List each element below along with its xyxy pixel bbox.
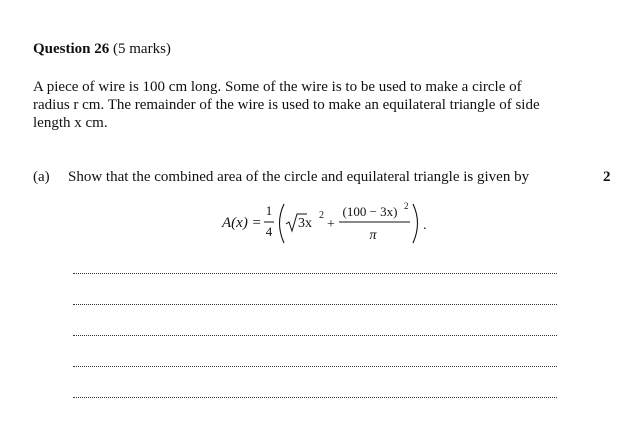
formula-right-paren — [413, 204, 418, 243]
question-title: Question 26 — [33, 41, 110, 57]
answer-line-5 — [73, 397, 557, 398]
formula-left-paren — [280, 204, 285, 243]
area-formula-svg — [218, 198, 438, 250]
question-stem — [33, 78, 573, 132]
answer-line-1 — [73, 273, 557, 274]
formula-exp1: 2 — [319, 210, 324, 221]
formula-frac-numerator: (100 − 3x) — [342, 204, 398, 219]
answer-line-2 — [73, 304, 557, 305]
stem-line-3: length x cm. — [33, 115, 108, 131]
formula-coef-numerator: 1 — [265, 203, 273, 218]
answer-line-4 — [73, 366, 557, 367]
stem-line-1: A piece of wire is 100 cm long. Some of the wire is to be used to make a circle of — [33, 79, 522, 95]
stem-line-2: radius r cm. The remainder of the wire is used to make an equilateral triangle of side — [33, 97, 540, 113]
formula-coef-denominator: 4 — [265, 224, 273, 239]
question-heading — [33, 40, 171, 58]
part-a-label: (a) — [33, 169, 50, 185]
formula-exp2: 2 — [404, 201, 409, 211]
part-a-prompt: Show that the combined area of the circle and equilateral triangle is given by — [68, 169, 530, 185]
question-marks: (5 marks) — [113, 41, 171, 57]
area-formula — [218, 198, 438, 250]
formula-end-period: . — [423, 218, 427, 233]
formula-plus: + — [327, 217, 335, 232]
formula-frac-denominator: π — [369, 228, 377, 243]
answer-line-3 — [73, 335, 557, 336]
part-a-marks: 2 — [603, 169, 611, 185]
formula-lhs: A(x) = — [222, 215, 262, 231]
formula-term1: 3x — [298, 216, 312, 231]
